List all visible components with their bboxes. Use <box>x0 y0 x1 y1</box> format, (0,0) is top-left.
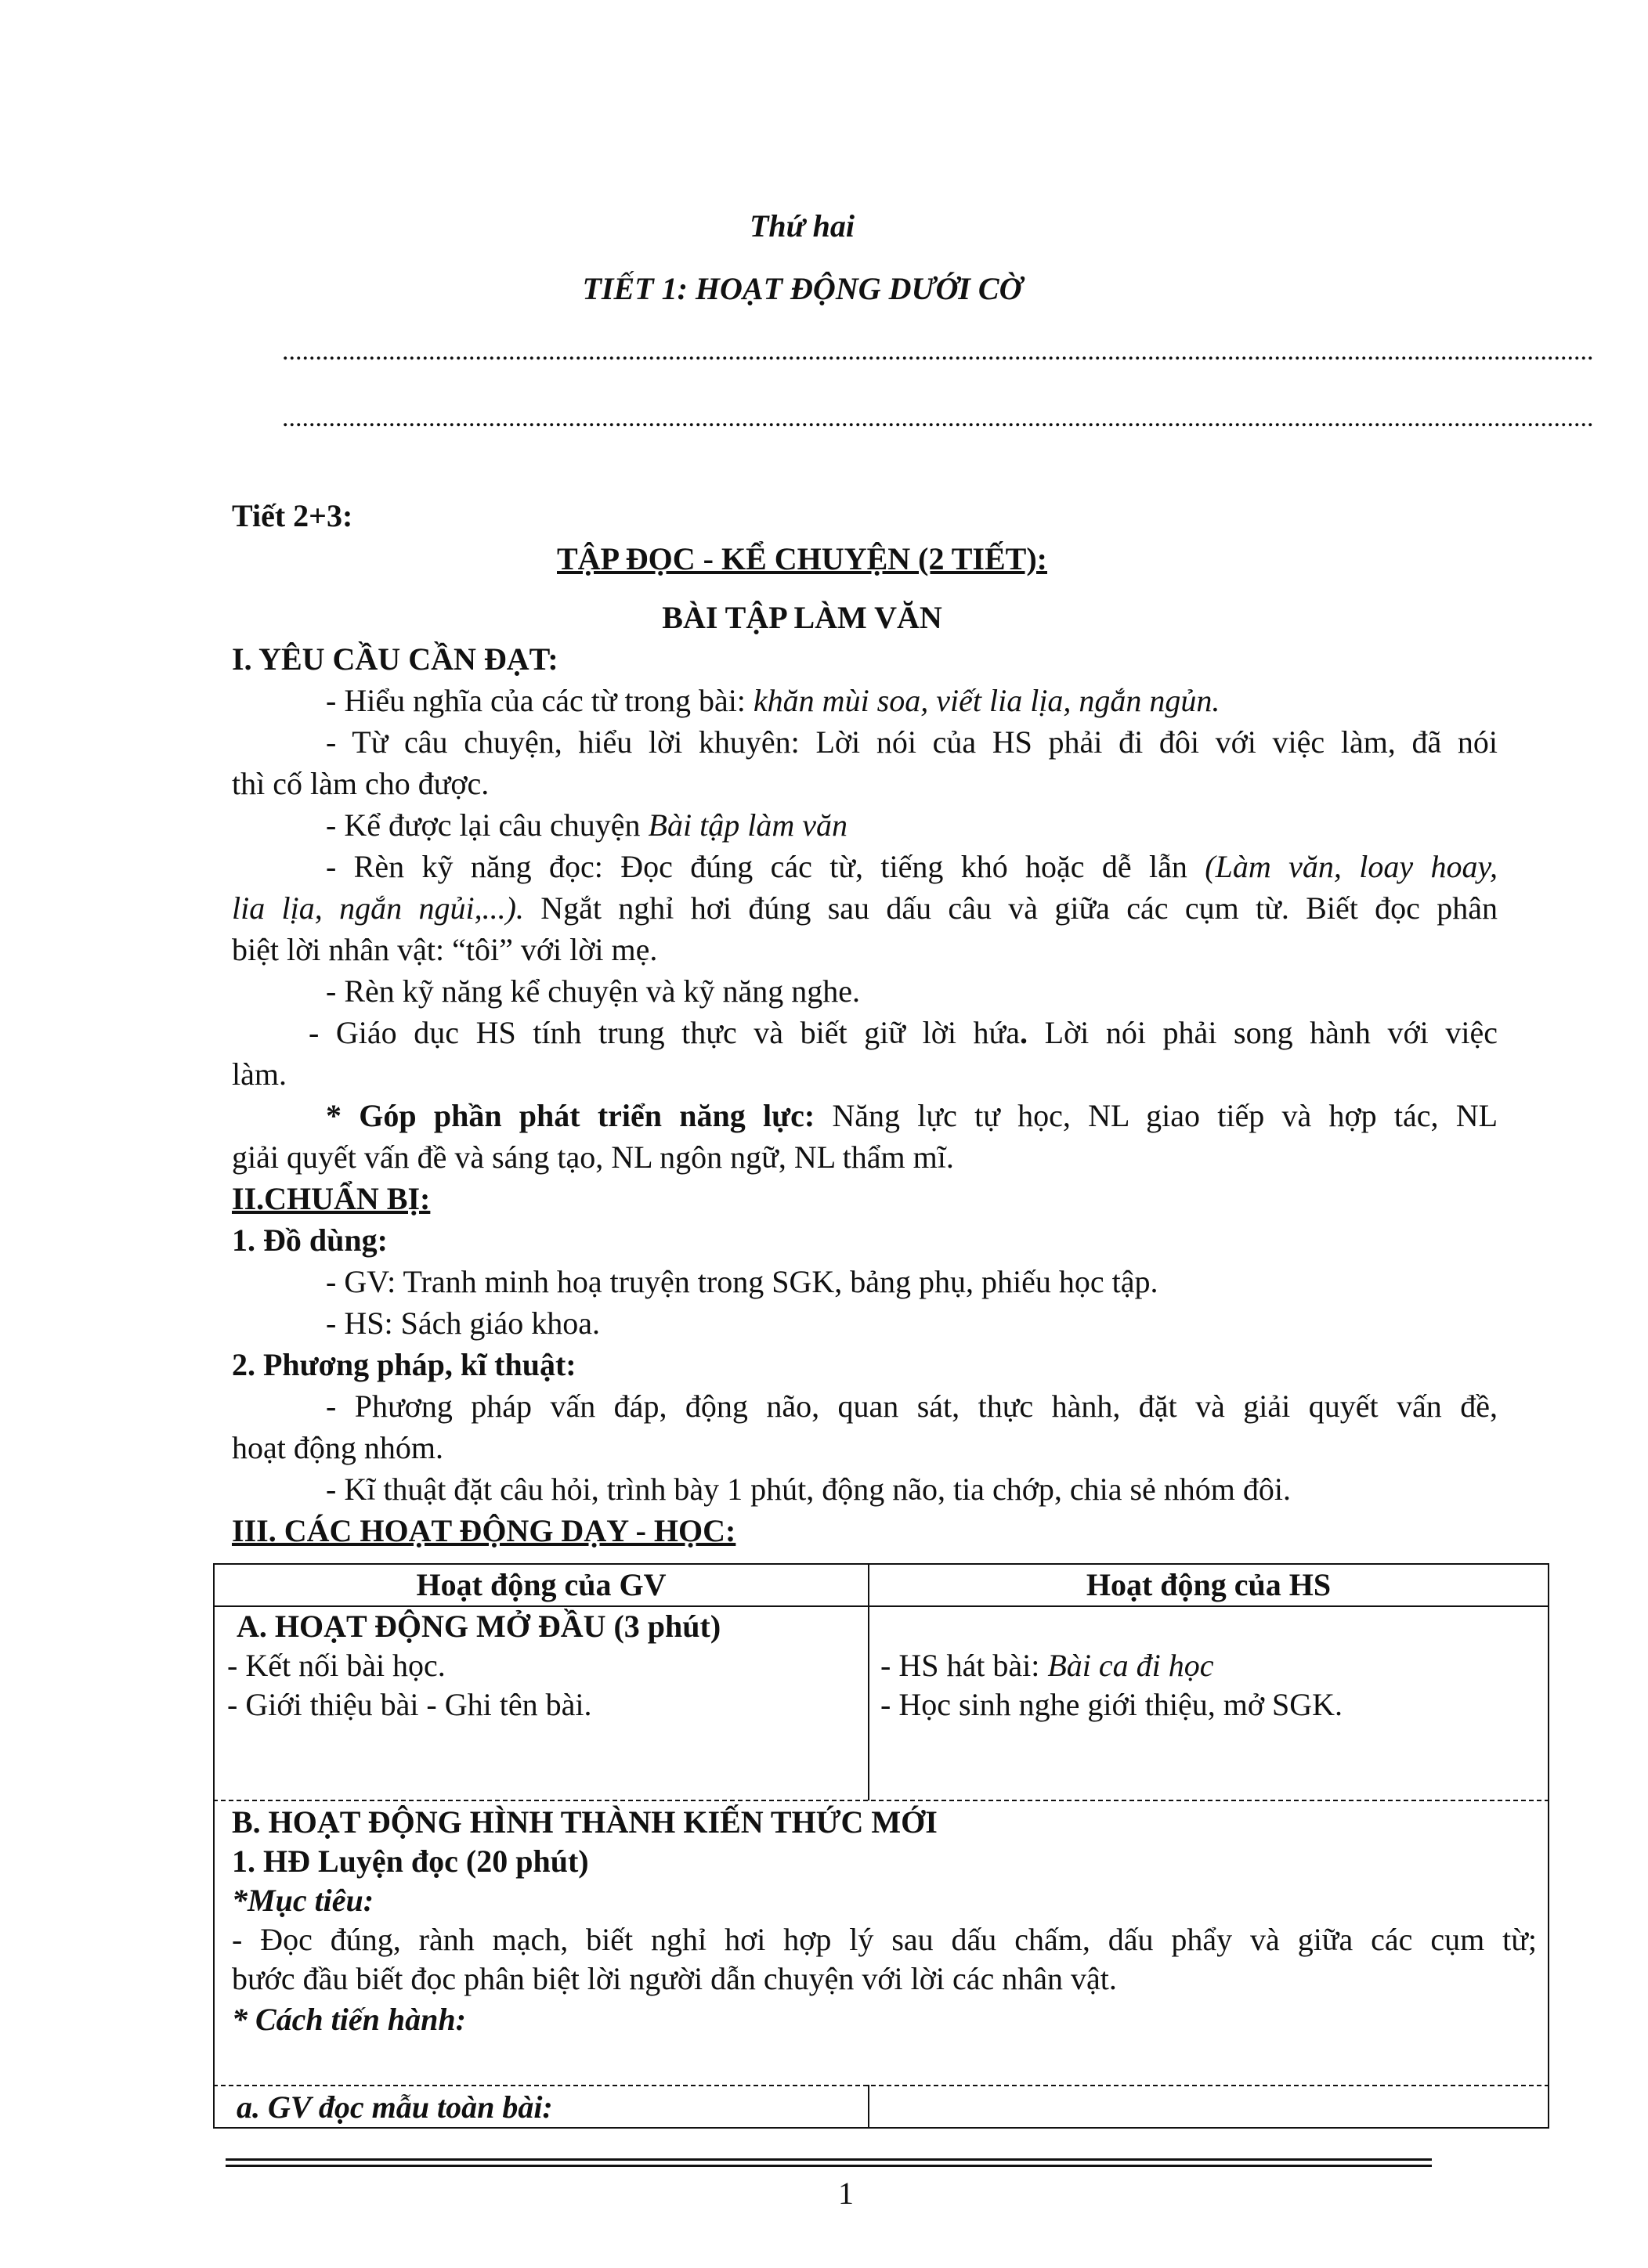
page-number: 1 <box>838 2176 854 2211</box>
footer-rule-bottom <box>226 2165 1432 2167</box>
footer-rule-top <box>226 2158 1432 2161</box>
subject-heading: TẬP ĐỌC - KỂ CHUYỆN (2 TIẾT): <box>557 541 1047 576</box>
row-c-gv-heading: a. GV đọc mẫu toàn bài: <box>237 2089 553 2125</box>
objective-6-period: . <box>1019 1015 1028 1050</box>
methods-line1: - Phương pháp vấn đáp, động não, quan sát, thực hành, đặt và giải quyết vấn đề, <box>326 1389 1498 1424</box>
competency-label: * Góp phần phát triển năng lực: <box>326 1098 815 1133</box>
objective-3-text: - Kể được lại câu chuyện <box>326 807 649 843</box>
column-header-hs: Hoạt động của HS <box>1086 1567 1332 1602</box>
row-a-hs-item-1 <box>880 1646 1213 1685</box>
objective-4-line3: biệt lời nhân vật: “tôi” với lời mẹ. <box>232 932 658 967</box>
objective-1-text: - Hiểu nghĩa của các từ trong bài: <box>326 683 754 718</box>
section3-heading: III. CÁC HOẠT ĐỘNG DẠY - HỌC: <box>232 1513 736 1548</box>
row-b-bottom-border <box>213 2085 1549 2086</box>
section1-heading: I. YÊU CẦU CẦN ĐẠT: <box>232 641 558 677</box>
row-a-hs-item-1-text: - HS hát bài: <box>880 1648 1048 1683</box>
objective-4-words-cont: lia lịa, ngắn ngủi,...). <box>232 890 524 926</box>
objective-1 <box>326 680 1220 722</box>
row-a-gv-item-2: - Giới thiệu bài - Ghi tên bài. <box>227 1687 592 1722</box>
objective-4-line2 <box>232 887 1498 930</box>
materials-heading: 1. Đồ dùng: <box>232 1222 388 1258</box>
objective-6-line1 <box>309 1012 1498 1054</box>
objective-4-words: (Làm văn, loay hoay, <box>1205 849 1498 884</box>
table-right-border <box>1548 1563 1549 2129</box>
row-a-gv-item-1: - Kết nối bài học. <box>227 1648 446 1683</box>
objective-6-line2: làm. <box>232 1056 287 1092</box>
techniques-line: - Kĩ thuật đặt câu hỏi, trình bày 1 phút, động não, tia chớp, chia sẻ nhóm đôi. <box>326 1472 1292 1507</box>
competency-text: Năng lực tự học, NL giao tiếp và hợp tác, NL <box>815 1098 1498 1133</box>
period1-heading: TIẾT 1: HOẠT ĐỘNG DƯỚI CỜ <box>582 271 1022 306</box>
row-b-goal-line2: bước đầu biết đọc phân biệt lời người dẫn chuyện với lời các nhân vật. <box>232 1961 1117 1996</box>
section2-heading: II.CHUẨN BỊ: <box>232 1181 431 1216</box>
row-b-goal-line1: - Đọc đúng, rành mạch, biết nghỉ hơi hợp lý sau dấu chấm, dấu phẩy và giữa các cụm từ; <box>232 1922 1537 1957</box>
column-header-gv: Hoạt động của GV <box>416 1567 667 1602</box>
objective-5: - Rèn kỹ năng kể chuyện và kỹ năng nghe. <box>326 973 861 1009</box>
table-top-border <box>213 1563 1549 1565</box>
competency-line1 <box>326 1095 1498 1137</box>
objective-3-story: Bài tập làm văn <box>648 807 847 843</box>
row-b-method-label: * Cách tiến hành: <box>232 2002 466 2037</box>
objective-3 <box>326 804 847 847</box>
objective-4-text: - Rèn kỹ năng đọc: Đọc đúng các từ, tiếng khó hoặc dễ lẫn <box>326 849 1205 884</box>
objective-2-line2: thì cố làm cho được. <box>232 766 490 801</box>
period-label: Tiết 2+3: <box>232 498 353 533</box>
methods-line2: hoạt động nhóm. <box>232 1430 443 1465</box>
materials-student: - HS: Sách giáo khoa. <box>326 1306 600 1341</box>
dotted-line-2: ..................................................................................................................................................................................................... <box>282 403 1594 432</box>
row-b-subheading: 1. HĐ Luyện đọc (20 phút) <box>232 1844 589 1879</box>
table-left-border <box>213 1563 215 2129</box>
objective-4-text-cont: Ngắt nghỉ hơi đúng sau dấu câu và giữa các cụm từ. Biết đọc phân <box>523 890 1498 926</box>
row-a-hs-item-2: - Học sinh nghe giới thiệu, mở SGK. <box>880 1687 1343 1722</box>
objective-6-text: - Giáo dục HS tính trung thực và biết giữ lời hứa <box>309 1015 1020 1050</box>
day-heading: Thứ hai <box>749 208 855 244</box>
row-c-column-divider <box>868 2085 869 2129</box>
row-a-bottom-border <box>213 1800 1549 1801</box>
row-a-hs-song: Bài ca đi học <box>1047 1648 1214 1683</box>
row-b-heading: B. HOẠT ĐỘNG HÌNH THÀNH KIẾN THỨC MỚI <box>232 1804 938 1840</box>
row-b-goal-label: *Mục tiêu: <box>232 1883 374 1918</box>
objective-2-line1: - Từ câu chuyện, hiểu lời khuyên: Lời nói của HS phải đi đôi với việc làm, đã nói <box>326 724 1498 760</box>
row-a-heading: A. HOẠT ĐỘNG MỞ ĐẦU (3 phút) <box>237 1609 721 1644</box>
materials-teacher: - GV: Tranh minh hoạ truyện trong SGK, bảng phụ, phiếu học tập. <box>326 1264 1158 1299</box>
objective-4-line1 <box>326 846 1498 888</box>
table-bottom-border <box>213 2127 1549 2129</box>
lesson-title: BÀI TẬP LÀM VĂN <box>662 600 942 635</box>
dotted-line-1: ..................................................................................................................................................................................................... <box>282 337 1594 366</box>
objective-1-terms: khăn mùi soa, viết lia lịa, ngắn ngủn. <box>753 683 1220 718</box>
competency-line2: giải quyết vấn đề và sáng tạo, NL ngôn ngữ, NL thẩm mĩ. <box>232 1139 954 1175</box>
objective-6-text-cont: Lời nói phải song hành với việc <box>1027 1015 1498 1050</box>
methods-heading: 2. Phương pháp, kĩ thuật: <box>232 1347 576 1382</box>
